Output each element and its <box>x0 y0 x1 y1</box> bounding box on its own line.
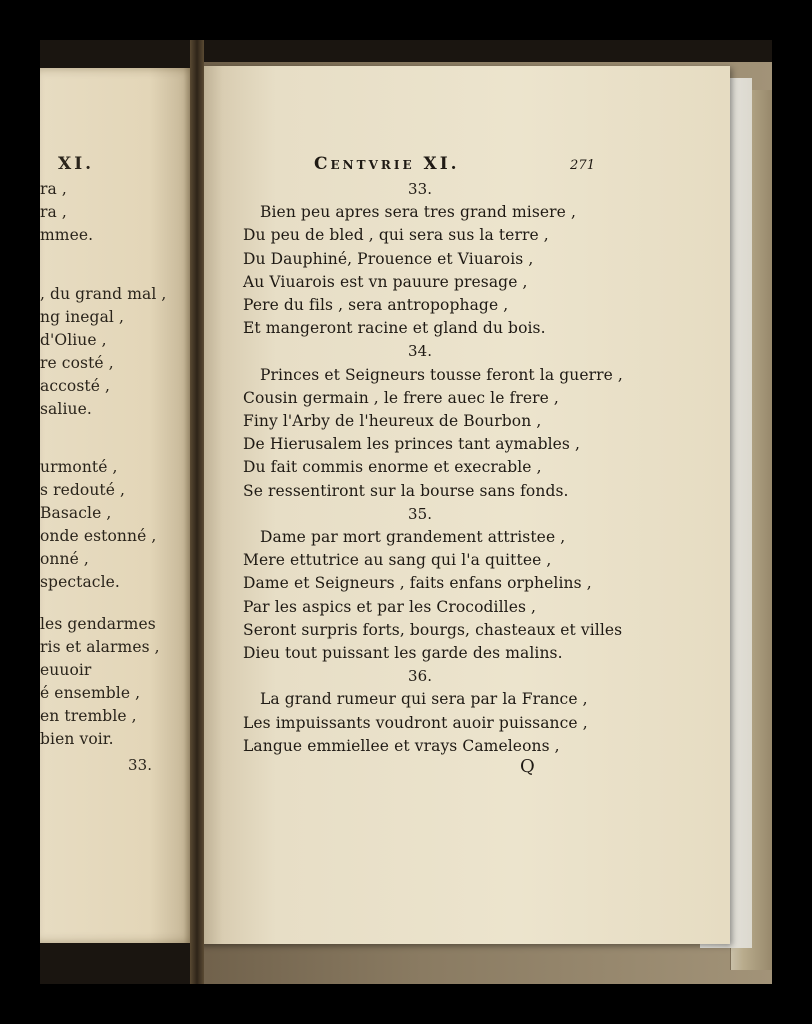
verse-line: Du Dauphiné, Prouence et Viuarois , <box>243 249 534 268</box>
verse-line: Et mangeront racine et gland du bois. <box>243 319 546 338</box>
left-page-line: spectacle. <box>40 573 120 591</box>
verse-line: La grand rumeur qui sera par la France , <box>260 690 588 709</box>
left-page-line: onné , <box>40 550 89 568</box>
verse-line: Princes et Seigneurs tousse feront la guerre , <box>260 365 623 384</box>
left-page-line: euuoir <box>40 661 92 679</box>
left-page-line: bien voir. <box>40 730 114 748</box>
verse-line: Cousin germain , le frere auec le frere , <box>243 388 559 407</box>
left-page-line: ra , <box>40 203 67 221</box>
left-page-line: ris et alarmes , <box>40 638 160 656</box>
left-page-line: s redouté , <box>40 481 126 499</box>
verse-line: Au Viuarois est vn pauure presage , <box>243 272 528 291</box>
verse-line: Pere du fils , sera antropophage , <box>243 296 509 314</box>
page-folio: 271 <box>570 158 596 173</box>
left-page-line: mmee. <box>40 226 94 244</box>
left-page-line: les gendarmes <box>40 615 156 633</box>
left-page-line: re costé , <box>40 354 114 372</box>
left-page-line: urmonté , <box>40 458 118 476</box>
stanza-number: 33. <box>408 180 433 198</box>
book-photo <box>40 40 772 984</box>
verse-line: Mere ettutrice au sang qui l'a quittee , <box>243 551 552 570</box>
left-catchword: 33. <box>128 756 153 774</box>
book-gutter <box>190 40 204 984</box>
left-page-header: XI. <box>58 154 95 174</box>
verse-line: Langue emmiellee et vrays Cameleons , <box>243 736 560 755</box>
left-page-line: ng inegal , <box>40 308 125 326</box>
verse-line: Par les aspics et par les Crocodilles , <box>243 597 537 616</box>
verse-line: Dieu tout puissant les garde des malins. <box>243 644 563 662</box>
verse-line: Du fait commis enorme et execrable , <box>243 458 542 477</box>
right-page <box>196 66 730 944</box>
left-page-line: d'Oliue , <box>40 331 107 349</box>
left-page-line: ra , <box>40 180 67 198</box>
verse-line: Bien peu apres sera tres grand misere , <box>260 203 576 222</box>
left-page-line: Basacle , <box>40 504 112 522</box>
page-header: Centvrie XI. <box>314 154 460 174</box>
left-page-line: saliue. <box>40 400 92 418</box>
verse-line: Les impuissants voudront auoir puissance , <box>243 713 588 732</box>
verse-line: Dame par mort grandement attristee , <box>260 528 566 546</box>
left-page-line: onde estonné , <box>40 527 157 545</box>
stanza-number: 36. <box>408 667 433 686</box>
stanza-number: 35. <box>408 504 433 523</box>
verse-line: Seront surpris forts, bourgs, chasteaux et villes <box>243 620 623 639</box>
verse-line: De Hierusalem les princes tant aymables , <box>243 435 581 454</box>
verse-line: Dame et Seigneurs , faits enfans orphelins , <box>243 574 592 593</box>
verse-line: Finy l'Arby de l'heureux de Bourbon , <box>243 412 542 430</box>
left-page-line: , du grand mal , <box>40 285 167 303</box>
left-page-line: en tremble , <box>40 707 137 725</box>
left-page-line: é ensemble , <box>40 684 141 702</box>
left-page-line: accosté , <box>40 377 111 395</box>
verse-line: Du peu de bled , qui sera sus la terre , <box>243 226 549 245</box>
signature-mark: Q <box>520 756 535 777</box>
verse-line: Se ressentiront sur la bourse sans fonds. <box>243 481 569 500</box>
stanza-number: 34. <box>408 342 433 361</box>
